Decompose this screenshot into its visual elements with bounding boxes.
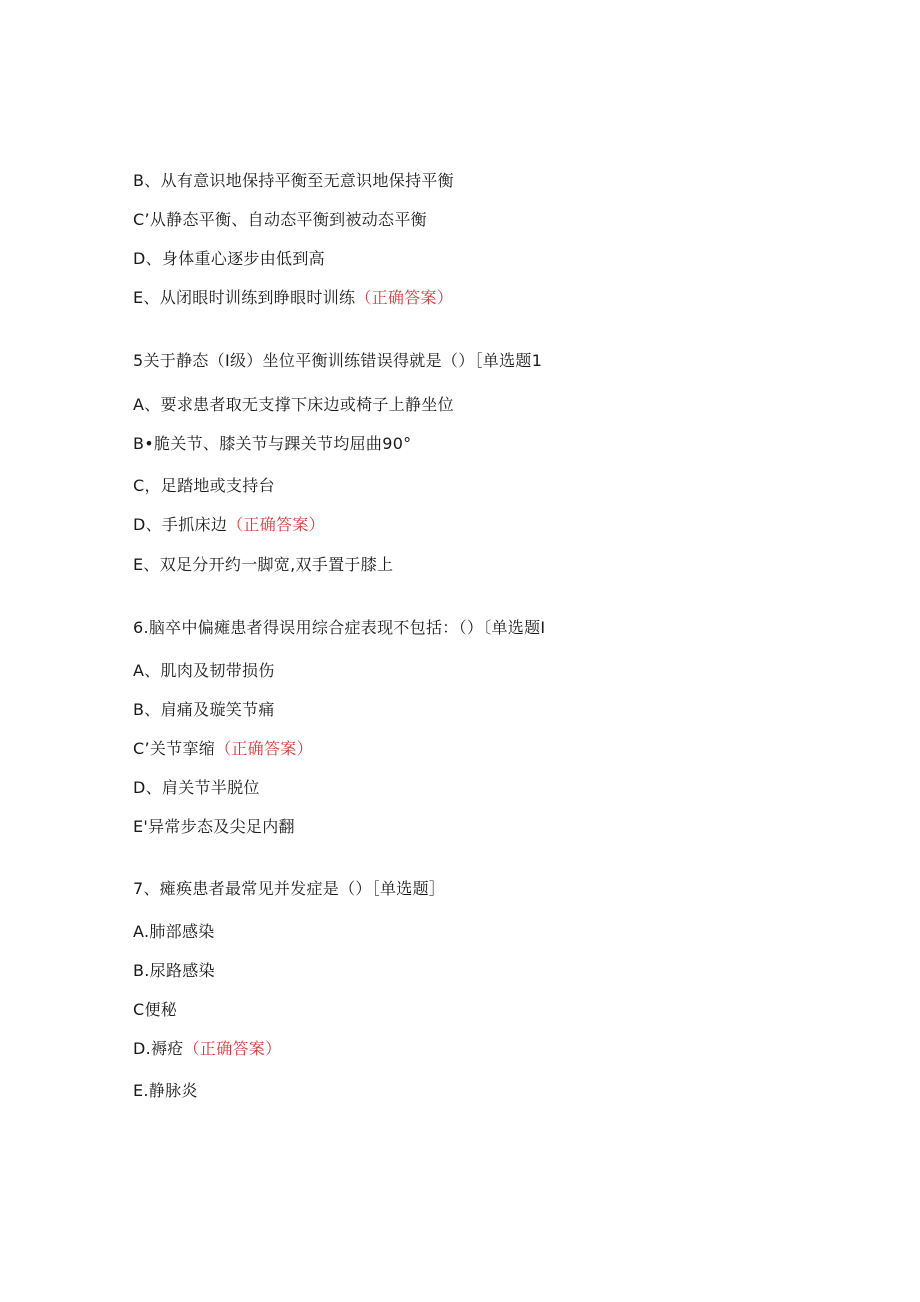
- correct-answer-mark: （正确答案）: [355, 288, 454, 307]
- option-text: A、要求患者取无支撑下床边或椅子上静坐位: [133, 395, 454, 414]
- q5-option-b: [133, 433, 411, 455]
- option-text: E.静脉炎: [133, 1081, 198, 1100]
- q6-question: [133, 617, 545, 639]
- q6-option-b: [133, 699, 275, 721]
- option-text: B.尿路感染: [133, 961, 215, 980]
- option-text: C，足踏地或支持台: [133, 476, 275, 495]
- q7-option-c: [133, 999, 177, 1021]
- option-text: C’从静态平衡、自动态平衡到被动态平衡: [133, 210, 427, 229]
- option-text: B•脆关节、膝关节与踝关节均屈曲90°: [133, 434, 412, 453]
- option-text: D、手抓床边: [133, 515, 228, 534]
- q7-option-a: [133, 921, 215, 943]
- q4-option-c: [133, 209, 427, 231]
- option-text: B、从有意识地保持平衡至无意识地保持平衡: [133, 171, 454, 190]
- option-text: A、肌肉及韧带损伤: [133, 661, 275, 680]
- q4-option-e: [133, 287, 453, 309]
- correct-answer-mark: （正确答案）: [183, 1039, 282, 1058]
- option-text: D、身体重心逐步由低到高: [133, 249, 325, 268]
- q7-option-b: [133, 960, 215, 982]
- q7-option-d: [133, 1038, 281, 1060]
- q7-question: [133, 878, 445, 900]
- option-text: E、从闭眼时训练到睁眼时训练: [133, 288, 356, 307]
- question-text: 7、瘫痪患者最常见并发症是（）［单选题］: [133, 879, 446, 898]
- option-text: A.肺部感染: [133, 922, 215, 941]
- option-text: B、肩痛及璇笑节痛: [133, 700, 275, 719]
- question-text: 5关于静态（I级）坐位平衡训练错误得就是（）［单选题1: [133, 351, 543, 370]
- option-text: E'异常步态及尖足内翻: [133, 817, 295, 836]
- q4-option-d: [133, 248, 325, 270]
- q6-option-a: [133, 660, 275, 682]
- correct-answer-mark: （正确答案）: [215, 739, 313, 758]
- correct-answer-mark: （正确答案）: [227, 515, 325, 534]
- option-text: D.褥疮: [133, 1039, 184, 1058]
- q6-option-d: [133, 777, 260, 799]
- option-text: C’关节挛缩: [133, 739, 216, 758]
- option-text: C便秘: [133, 1000, 178, 1019]
- q4-option-b: [133, 170, 454, 192]
- q5-option-a: [133, 394, 454, 416]
- q6-option-c: [133, 738, 313, 760]
- q7-option-e: [133, 1080, 198, 1102]
- q5-option-d: [133, 514, 325, 536]
- q5-question: [133, 350, 542, 372]
- option-text: E、双足分开约一脚宽,双手置于膝上: [133, 555, 394, 574]
- option-text: D、肩关节半脱位: [133, 778, 260, 797]
- question-text: 6.脑卒中偏瘫患者得误用综合症表现不包括：（）〔单选题I: [133, 618, 546, 637]
- q5-option-e: [133, 554, 393, 576]
- q6-option-e: [133, 816, 295, 838]
- q5-option-c: [133, 475, 275, 497]
